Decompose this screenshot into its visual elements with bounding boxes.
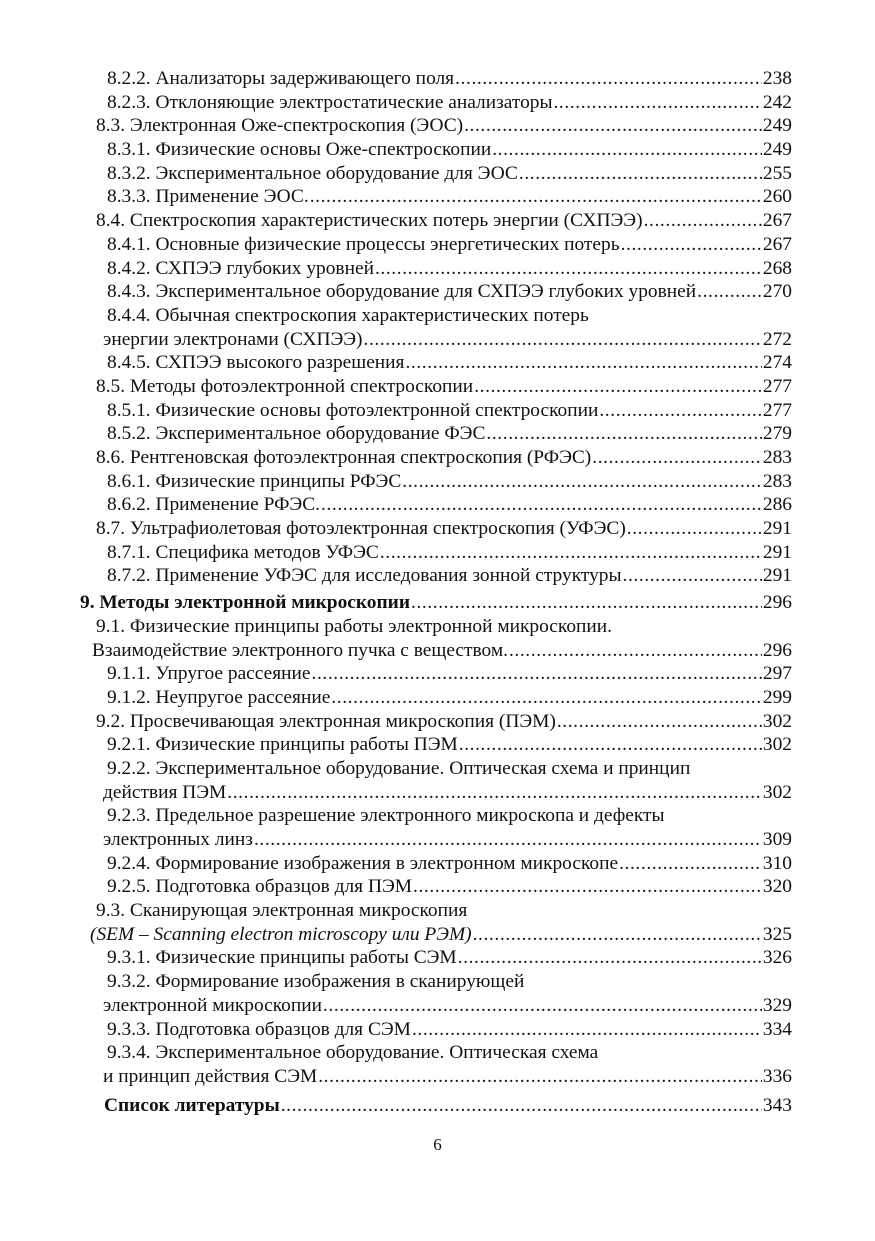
toc-entry-title: 8.7.1. Специфика методов УФЭС xyxy=(107,541,379,563)
toc-entry-page: 296 xyxy=(762,592,792,614)
toc-entry-title: 9.3.4. Экспериментальное оборудование. Оптическая схема xyxy=(107,1042,599,1064)
toc-entry-page: 283 xyxy=(762,447,792,468)
table-of-contents xyxy=(0,67,875,1117)
toc-entry-title: 9.2.1. Физические принципы работы ПЭМ xyxy=(107,734,458,756)
toc-entry-page: 334 xyxy=(762,1018,792,1040)
toc-entry-page: 310 xyxy=(762,852,792,874)
toc-entry-title: и принцип действия СЭМ xyxy=(103,1065,318,1087)
dot-leader xyxy=(227,781,762,805)
toc-entry-page: 302 xyxy=(762,710,792,732)
page-number: 6 xyxy=(433,1135,442,1154)
toc-entry-title: 8.2.2. Анализаторы задерживающего поля xyxy=(107,68,455,89)
toc-entry-title: 9.2.3. Предельное разрешение электронного микроскопа и дефекты xyxy=(107,805,665,827)
dot-leader xyxy=(459,733,762,757)
toc-entry-page: 267 xyxy=(762,210,792,232)
toc-entry-title: 9.3. Сканирующая электронная микроскопия xyxy=(96,900,468,922)
dot-leader xyxy=(458,946,762,970)
toc-entry-title: 9.1. Физические принципы работы электронной микроскопии. xyxy=(96,615,613,637)
dot-leader xyxy=(599,399,762,423)
dot-leader xyxy=(413,875,762,899)
toc-entry-page: 296 xyxy=(762,639,792,661)
dot-leader xyxy=(592,446,762,470)
toc-entry-title: 8.3.3. Применение ЭОС. xyxy=(107,186,309,208)
toc-entry-title: 8.6.2. Применение РФЭС. xyxy=(107,494,320,516)
dot-leader xyxy=(486,422,762,446)
toc-entry xyxy=(107,162,792,186)
dot-leader xyxy=(310,185,762,209)
dot-leader xyxy=(697,280,762,304)
toc-entry xyxy=(103,994,792,1018)
dot-leader xyxy=(621,233,762,257)
toc-entry-page: 286 xyxy=(762,494,792,516)
toc-entry-title: 8.2.3. Отклоняющие электростатические анализаторы xyxy=(107,91,553,113)
dot-leader xyxy=(375,257,762,281)
toc-entry xyxy=(96,209,792,233)
dot-leader xyxy=(254,828,762,852)
toc-entry xyxy=(107,91,792,115)
toc-entry xyxy=(96,517,792,541)
dot-leader xyxy=(323,994,762,1018)
toc-entry-title: 8.3.1. Физические основы Оже-спектроскопии xyxy=(107,139,492,161)
toc-entry-title: 9.1.2. Неупругое рассеяние xyxy=(107,686,331,708)
toc-entry-page: 336 xyxy=(762,1065,792,1087)
dot-leader xyxy=(380,541,762,565)
toc-entry-title: 8.4. Спектроскопия характеристических потерь энергии (СХПЭЭ) xyxy=(96,210,643,232)
toc-entry xyxy=(107,138,792,162)
toc-entry xyxy=(107,1041,792,1065)
toc-entry-title: (SEM – Scanning electron microscopy или РЭМ) xyxy=(90,923,472,945)
toc-entry-title: 8.3.2. Экспериментальное оборудование для ЭОС xyxy=(107,162,518,184)
toc-entry xyxy=(96,446,792,470)
toc-entry xyxy=(107,67,792,91)
toc-entry xyxy=(107,280,792,304)
dot-leader xyxy=(412,1018,762,1042)
toc-entry-page: 329 xyxy=(762,994,792,1016)
toc-entry xyxy=(90,923,792,947)
dot-leader xyxy=(644,209,762,233)
toc-entry xyxy=(107,946,792,970)
toc-entry-page: 249 xyxy=(762,115,792,137)
toc-entry-title: 8.4.2. СХПЭЭ глубоких уровней xyxy=(107,257,374,279)
toc-entry-title: 8.5.2. Экспериментальное оборудование ФЭС xyxy=(107,423,486,445)
toc-entry-title: 9.3.3. Подготовка образцов для СЭМ xyxy=(107,1018,411,1040)
toc-entry-page: 274 xyxy=(762,352,792,374)
toc-entry-title: электронной микроскопии xyxy=(103,994,323,1016)
dot-leader xyxy=(519,162,762,186)
toc-entry xyxy=(107,304,792,328)
toc-entry xyxy=(107,564,792,588)
toc-entry xyxy=(96,899,792,923)
toc-entry xyxy=(107,470,792,494)
toc-entry-page: 268 xyxy=(762,257,792,279)
toc-entry-title: 9.1.1. Упругое рассеяние xyxy=(107,663,311,685)
toc-entry-page: 242 xyxy=(762,91,792,113)
toc-entry-page: 277 xyxy=(762,399,792,421)
toc-entry-title: 8.5. Методы фотоэлектронной спектроскопии xyxy=(96,375,474,397)
dot-leader xyxy=(557,710,762,734)
toc-entry xyxy=(107,541,792,565)
toc-entry-page: 291 xyxy=(762,565,792,587)
toc-entry-title: 9.2. Просвечивающая электронная микроскопия (ПЭМ) xyxy=(96,710,556,732)
toc-entry xyxy=(96,710,792,734)
dot-leader xyxy=(405,351,761,375)
toc-entry xyxy=(96,615,792,639)
toc-entry xyxy=(107,493,792,517)
toc-entry xyxy=(103,328,792,352)
toc-entry xyxy=(92,639,792,663)
toc-entry-title: 9.2.4. Формирование изображения в электронном микроскопе xyxy=(107,852,619,874)
toc-entry-page: 283 xyxy=(762,470,792,492)
toc-entry-title: 9.3.1. Физические принципы работы СЭМ xyxy=(107,947,457,969)
toc-entry-page: 279 xyxy=(762,423,792,445)
dot-leader xyxy=(364,328,762,352)
dot-leader xyxy=(318,1065,762,1089)
toc-entry-title: 8.4.5. СХПЭЭ высокого разрешения xyxy=(107,352,405,374)
toc-entry xyxy=(107,875,792,899)
toc-entry xyxy=(107,757,792,781)
toc-entry-page: 272 xyxy=(762,328,792,350)
toc-entry-title: 8.4.3. Экспериментальное оборудование для СХПЭЭ глубоких уровней xyxy=(107,281,697,303)
dot-leader xyxy=(464,114,762,138)
toc-entry-page: 299 xyxy=(762,686,792,708)
toc-entry-page: 270 xyxy=(762,281,792,303)
toc-entry-page: 320 xyxy=(762,876,792,898)
toc-entry-page: 238 xyxy=(762,68,792,89)
dot-leader xyxy=(331,686,762,710)
toc-entry xyxy=(107,852,792,876)
toc-entry xyxy=(107,970,792,994)
toc-entry xyxy=(107,257,792,281)
toc-entry-title: энергии электронами (СХПЭЭ) xyxy=(103,328,363,350)
dot-leader xyxy=(312,662,762,686)
toc-entry-title: Список литературы xyxy=(104,1094,280,1116)
toc-entry xyxy=(96,114,792,138)
toc-entry xyxy=(103,781,792,805)
dot-leader xyxy=(553,91,761,115)
toc-entry xyxy=(107,804,792,828)
toc-entry-title: 8.6.1. Физические принципы РФЭС xyxy=(107,470,402,492)
dot-leader xyxy=(411,591,762,615)
toc-entry-title: 8.4.4. Обычная спектроскопия характеристических потерь xyxy=(107,304,589,326)
toc-entry xyxy=(107,662,792,686)
toc-entry-page: 297 xyxy=(762,663,792,685)
toc-entry-title: 9.2.2. Экспериментальное оборудование. Оптическая схема и принцип xyxy=(107,757,691,779)
toc-entry-page: 326 xyxy=(762,947,792,969)
dot-leader xyxy=(509,639,762,663)
toc-entry-title: 9. Методы электронной микроскопии xyxy=(80,592,410,614)
toc-entry-title: электронных линз xyxy=(103,829,253,850)
toc-entry xyxy=(107,399,792,423)
dot-leader xyxy=(619,852,762,876)
toc-entry xyxy=(107,422,792,446)
toc-entry-page: 309 xyxy=(762,829,792,850)
toc-entry xyxy=(107,1018,792,1042)
toc-entry-page: 302 xyxy=(762,781,792,803)
toc-entry xyxy=(80,591,792,615)
toc-entry-page: 260 xyxy=(762,186,792,208)
toc-entry xyxy=(107,233,792,257)
dot-leader xyxy=(281,1094,762,1118)
dot-leader xyxy=(474,375,762,399)
toc-entry xyxy=(107,733,792,757)
toc-entry-page: 302 xyxy=(762,734,792,756)
toc-entry-title: 9.3.2. Формирование изображения в сканирующей xyxy=(107,971,525,993)
toc-entry xyxy=(107,351,792,375)
toc-entry-page: 255 xyxy=(762,162,792,184)
dot-leader xyxy=(402,470,762,494)
toc-entry xyxy=(107,185,792,209)
toc-entry-title: 8.7.2. Применение УФЭС для исследования зонной структуры xyxy=(107,565,622,587)
dot-leader xyxy=(492,138,762,162)
toc-entry xyxy=(104,1094,792,1118)
toc-entry-title: 8.3. Электронная Оже-спектроскопия (ЭОС) xyxy=(96,115,464,137)
toc-entry xyxy=(103,828,792,852)
toc-entry-title: 8.5.1. Физические основы фотоэлектронной спектроскопии xyxy=(107,399,599,421)
toc-entry-title: 9.2.5. Подготовка образцов для ПЭМ xyxy=(107,876,412,898)
toc-entry-page: 343 xyxy=(762,1094,792,1116)
toc-entry-page: 325 xyxy=(762,923,792,945)
dot-leader xyxy=(473,923,762,947)
dot-leader xyxy=(455,67,762,91)
toc-entry-title: 8.6. Рентгеновская фотоэлектронная спектроскопия (РФЭС) xyxy=(96,447,592,468)
toc-entry xyxy=(103,1065,792,1089)
toc-entry-page: 267 xyxy=(762,233,792,255)
toc-entry-title: 8.7. Ультрафиолетовая фотоэлектронная спектроскопия (УФЭС) xyxy=(96,518,626,540)
toc-entry-page: 291 xyxy=(762,541,792,563)
toc-entry-title: действия ПЭМ xyxy=(103,781,227,803)
toc-entry-title: Взаимодействие электронного пучка с веществом. xyxy=(92,639,508,661)
toc-entry-title: 8.4.1. Основные физические процессы энергетических потерь xyxy=(107,233,620,255)
dot-leader xyxy=(321,493,762,517)
toc-entry-page: 291 xyxy=(762,518,792,540)
toc-entry xyxy=(96,375,792,399)
dot-leader xyxy=(627,517,762,541)
toc-entry-page: 249 xyxy=(762,139,792,161)
dot-leader xyxy=(623,564,762,588)
toc-entry-page: 277 xyxy=(762,375,792,397)
toc-entry xyxy=(107,686,792,710)
